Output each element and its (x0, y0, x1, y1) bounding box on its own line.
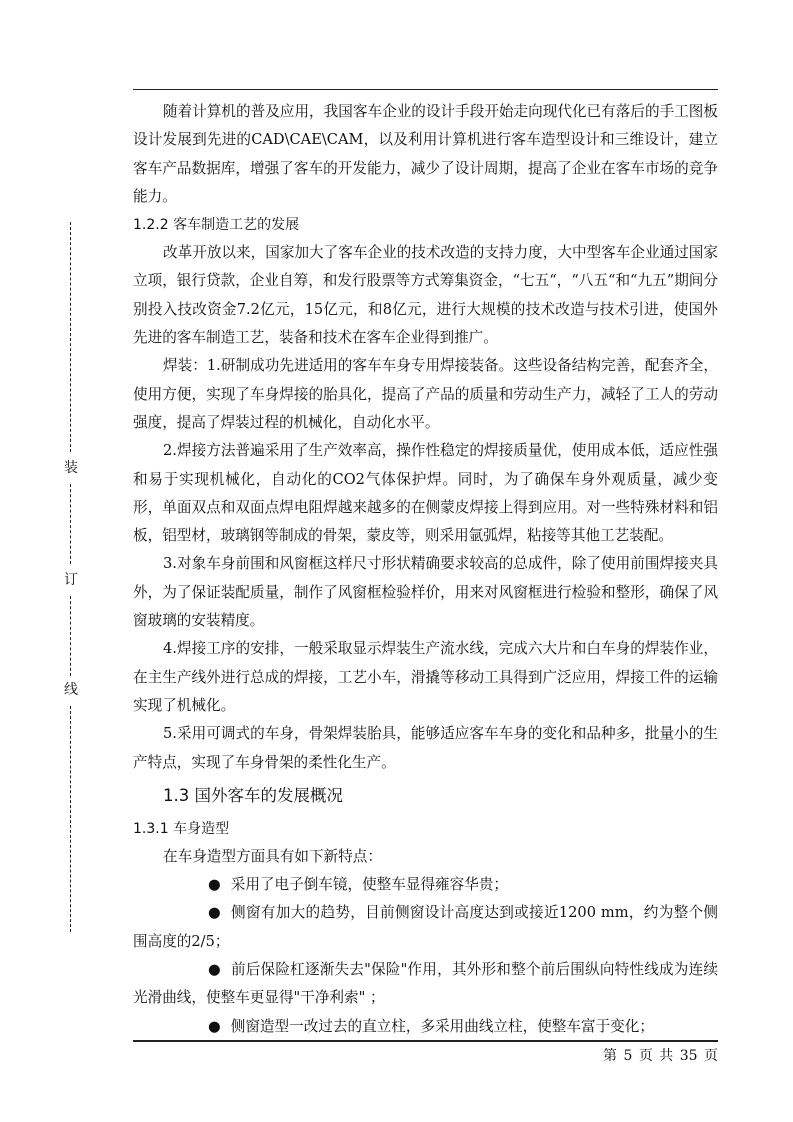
footer-rule (133, 1040, 718, 1042)
binding-char-xian: 线 (64, 682, 78, 698)
bullet-item (133, 1013, 718, 1041)
binding-dash (70, 484, 71, 564)
binding-line (64, 222, 78, 932)
bullet-text: 侧窗有加大的趋势，目前侧窗设计高度达到或接近1200 mm，约为整个侧围高度的2/5； (133, 904, 718, 950)
bullet-item (133, 899, 718, 956)
document-body (133, 98, 718, 1041)
bullet-item (133, 956, 718, 1013)
bullet-text: 前后保险杠逐渐失去"保险"作用，其外形和整个前后围纵向特性线成为连续光滑曲线，使整车更显得"干净利索" ； (133, 961, 718, 1007)
binding-char-zhuang: 装 (64, 460, 78, 476)
heading-1-2-2: 1.2.2 客车制造工艺的发展 (133, 217, 300, 234)
bullet-text: 采用了电子倒车镜，使整车显得雍容华贵； (230, 876, 509, 894)
header-rule (133, 89, 718, 90)
bullet-icon: ● (208, 961, 221, 979)
paragraph-welding-2: 2.焊接方法普遍采用了生产效率高，操作性稳定的焊接质量优，使用成本低，适应性强和易于实现机械化，自动化的CO2气体保护焊。同时，为了确保车身外观质量，减少变形，单面双点和双面点焊电阻焊越来越多的在侧蒙皮焊接上得到应用。对一些特殊材料和铝板，铝型材，玻璃钢等制成的骨架，蒙皮等，则采用氩弧焊，粘接等其他工艺装配。 (133, 442, 718, 545)
bullet-icon: ● (208, 876, 221, 894)
page-number: 第 5 页 共 35 页 (603, 1048, 718, 1064)
heading-1-3-1: 1.3.1 车身造型 (133, 820, 230, 837)
binding-dash (70, 222, 71, 452)
binding-char-ding: 订 (64, 572, 78, 588)
paragraph-welding-1: 焊装：1.研制成功先进适用的客车车身专用焊接装备。这些设备结构完善，配套齐全，使用方便，实现了车身焊接的胎具化，提高了产品的质量和劳动生产力，减轻了工人的劳动强度，提高了焊装过程的机械化，自动化水平。 (133, 357, 718, 431)
bullet-icon: ● (208, 904, 222, 922)
binding-dash (70, 596, 71, 676)
bullet-icon: ● (208, 1017, 221, 1035)
bullet-text: 侧窗造型一改过去的直立柱，多采用曲线立柱，使整车富于变化； (230, 1017, 654, 1035)
bullet-item (133, 871, 718, 899)
binding-dash (70, 706, 71, 932)
paragraph-reform: 改革开放以来，国家加大了客车企业的技术改造的支持力度，大中型客车企业通过国家立项，银行贷款，企业自筹，和发行股票等方式筹集资金，“七五“，“八五“和“九五”期间分别投入技改资金7.2亿元，15亿元，和8亿元，进行大规模的技术改造与技术引进，使国外先进的客车制造工艺，装备和技术在客车企业得到推广。 (133, 244, 718, 347)
paragraph-intro: 随着计算机的普及应用，我国客车企业的设计手段开始走向现代化已有落后的手工图板设计发展到先进的CAD\CAE\CAM，以及利用计算机进行客车造型设计和三维设计，建立客车产品数据库，增强了客车的开发能力，减少了设计周期，提高了企业在客车市场的竞争能力。 (133, 103, 718, 205)
heading-1-3: 1.3 国外客车的发展概况 (163, 785, 343, 805)
paragraph-welding-4: 4.焊接工序的安排，一般采取显示焊装生产流水线，完成六大片和白车身的焊装作业，在主生产线外进行总成的焊接，工艺小车，滑撬等移动工具得到广泛应用，焊接工件的运输实现了机械化。 (133, 640, 718, 714)
paragraph-welding-3: 3.对象车身前围和风窗框这样尺寸形状精确要求较高的总成件，除了使用前围焊接夹具外，为了保证装配质量，制作了风窗框检验样价，用来对风窗框进行检验和整形，确保了风窗玻璃的安装精度。 (133, 555, 718, 630)
paragraph-welding-5: 5.采用可调式的车身，骨架焊装胎具，能够适应客车车身的变化和品种多，批量小的生产特点，实现了车身骨架的柔性化生产。 (133, 725, 718, 771)
paragraph-features-intro: 在车身造型方面具有如下新特点： (163, 847, 382, 865)
